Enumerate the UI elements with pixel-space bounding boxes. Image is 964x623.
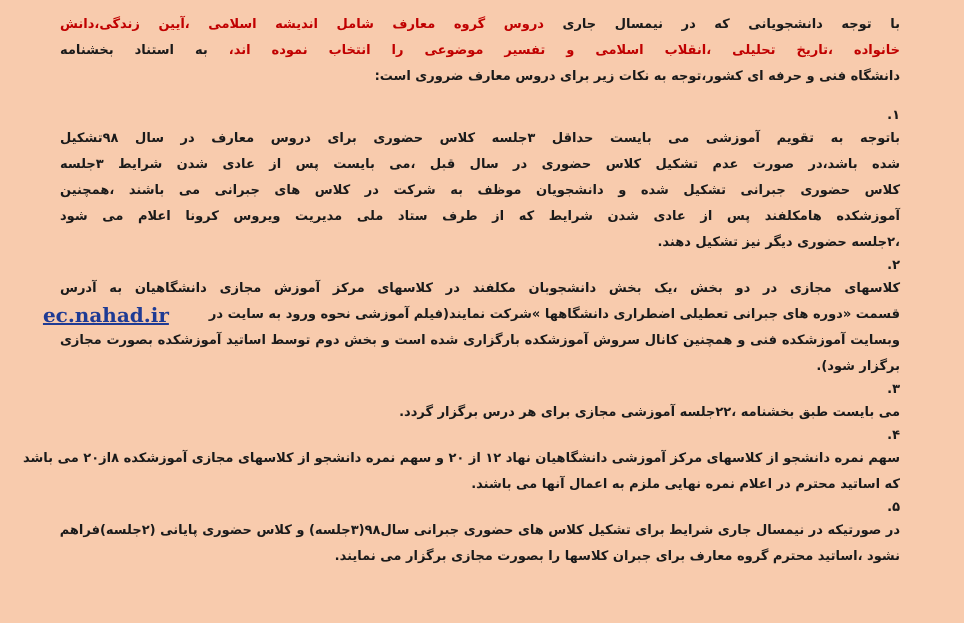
item-line: نشود ،اساتید محترم گروه معارف برای جبران کلاسها را بصورت مجازی برگزار می نمایند.: [334, 549, 900, 564]
item-number: .۳: [887, 382, 900, 397]
item-number: .۱: [887, 108, 900, 123]
item-line: ،۲جلسه حضوری دیگر نیز تشکیل دهند.: [657, 235, 900, 250]
item-line: آموزشکده هامکلفند پس از عادی شدن شرایط که از طرف ستاد ملی مدیریت ویروس کرونا اعلام می شود: [60, 209, 900, 224]
item-number: .۲: [887, 258, 900, 273]
item-line: می بایست طبق بخشنامه ،۲۲جلسه آموزشی مجازی برای هر درس برگزار گردد.: [399, 405, 900, 420]
item-line: وبسایت آموزشکده فنی و همچنین کانال سروش آموزشکده بارگزاری شده است و بخش دوم توسط اساتید آموزشکده بصورت مجازی: [60, 333, 900, 348]
item-line: برگزار شود).: [816, 359, 900, 374]
item-line: کلاسهای مجازی در دو بخش ،یک بخش دانشجوبان مکلفند در کلاسهای مرکز آموزش مجازی دانشگاهیان به آدرس: [60, 281, 900, 296]
item-number: .۴: [887, 428, 900, 443]
item-line: که اساتید محترم در اعلام نمره نهایی ملزم به اعمال آنها می باشند.: [471, 477, 900, 492]
intro-text: با توجه دانشجویانی که در نیمسال جاری: [562, 17, 900, 32]
website-link[interactable]: ec.nahad.ir: [42, 303, 169, 327]
item-line-with-link: [42, 302, 900, 328]
item-line: قسمت «دوره های جبرانی تعطیلی اضطراری دانشگاهها »شرکت نمایند(فیلم آموزشی نحوه ورود به سایت در: [208, 307, 900, 322]
intro-text: به استناد بخشنامه: [60, 43, 208, 58]
intro-line-1: [60, 12, 900, 38]
intro-highlight: خانواده ،تاریخ تحلیلی ،انقلاب اسلامی و تفسیر موضوعی را انتخاب نموده اند،: [228, 43, 900, 58]
intro-line-2: [60, 38, 900, 64]
item-number: .۵: [887, 500, 900, 515]
item-line: در صورتیکه در نیمسال جاری شرایط برای تشکیل کلاس های حضوری جبرانی سال۹۸(۳جلسه) و کلاس حضوری پایانی (۲جلسه)فراهم: [59, 523, 900, 538]
item-line: شده باشد،در صورت عدم تشکیل کلاس حضوری در سال قبل ،می بایست پس از عادی شدن شرایط ۳جلسه: [60, 157, 900, 172]
item-line: باتوجه به تقویم آموزشی می بایست حداقل ۳جلسه کلاس حضوری برای دروس معارف در سال ۹۸تشکیل: [60, 131, 900, 146]
intro-line-3: دانشگاه فنی و حرفه ای کشور،توجه به نکات زیر برای دروس معارف ضروری است:: [374, 69, 900, 84]
item-line: سهم نمره دانشجو از کلاسهای مرکز آموزشی دانشگاهیان نهاد ۱۲ از ۲۰ و سهم نمره دانشجو از کلاسهای مجازی آموزشکده ۸از۲۰ می باشد: [22, 451, 900, 466]
intro-highlight: دروس گروه معارف شامل اندیشه اسلامی ،آیین زندگی،دانش: [60, 17, 544, 32]
item-line: کلاس حضوری جبرانی تشکیل شده و دانشجویان موظف به شرکت در کلاس های جبرانی می باشند ،همچنین: [60, 183, 900, 198]
